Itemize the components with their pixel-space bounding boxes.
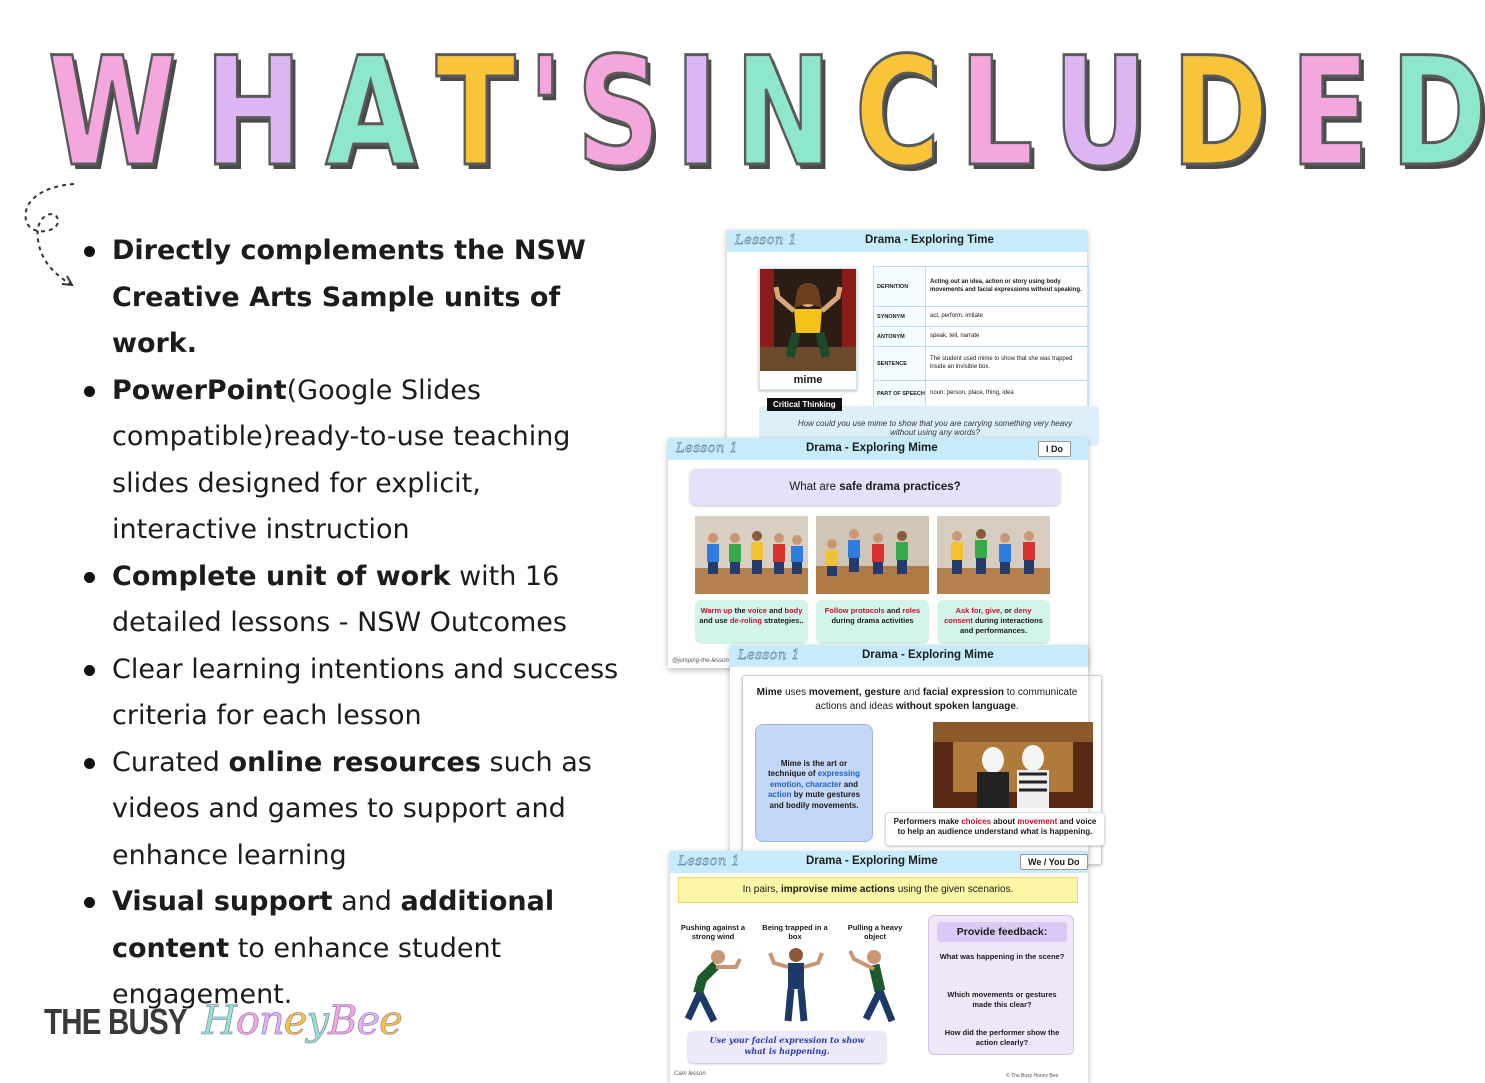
logo-letter: B [328, 998, 357, 1044]
title-letter: D [1171, 26, 1266, 200]
vocabulary-label: ANTONYM [874, 327, 926, 346]
logo-letter: o [235, 998, 260, 1044]
slide-lesson-label: Lesson 1 [738, 648, 801, 663]
slide-footer: @jumping-the-lesson [672, 658, 729, 664]
title-letter: C [854, 26, 938, 200]
safety-card: Warm up the voice and body and use de-roling strategies.. [695, 600, 808, 644]
scenario-label-2: Being trapped in a box [762, 923, 828, 942]
feedback-question-1: What was happening in the scene? [939, 952, 1065, 961]
feature-item: Visual support and additional content to enhance student engagement. [82, 879, 622, 1019]
features-list [82, 228, 622, 1019]
vocabulary-label: SENTENCE [874, 347, 926, 380]
photo-caption: mime [793, 374, 823, 386]
logo-honeybee [202, 998, 402, 1044]
mime-intro-card [742, 675, 1102, 865]
feedback-question-3: How did the performer show the action clearly? [944, 1028, 1060, 1047]
title-letter: E [1289, 26, 1367, 200]
logo-letter: H [202, 998, 236, 1044]
classroom-photo-3 [937, 516, 1050, 594]
classroom-photo-1 [695, 516, 808, 594]
title-letter: N [734, 26, 830, 200]
critical-thinking-question: How could you use mime to show that you are carrying something very heavy without using any words? [797, 419, 1073, 437]
critical-thinking-tag: Critical Thinking [767, 398, 842, 411]
vocabulary-row [874, 267, 1088, 307]
title-letter: S [576, 26, 658, 200]
page-title [30, 26, 1485, 200]
vocabulary-row [874, 327, 1088, 347]
vocabulary-table [873, 266, 1089, 408]
safety-card: Follow protocols and roles during drama activities [816, 600, 929, 644]
feature-item: Clear learning intentions and success criteria for each lesson [82, 647, 622, 740]
title-letter: T [435, 26, 513, 200]
vocabulary-value: noun: person, place, thing, idea [930, 389, 1014, 396]
mime-definition-box: Mime is the art or technique of expressing emotion, character and action by mute gestures and bodily movements. [755, 724, 873, 842]
logo-letter: e [356, 998, 380, 1044]
logo-letter: n [259, 998, 284, 1044]
slide-preview-improvise [670, 851, 1088, 1083]
feature-item: PowerPoint(Google Slides compatible)ready-to-use teaching slides designed for explicit, interactive instruction [82, 368, 622, 554]
performers-caption: Performers make choices about movement and voice to help an audience understand what is happening. [885, 812, 1105, 846]
slide-lesson-label: Lesson 1 [676, 441, 739, 456]
vocabulary-value: Acting out an idea, action or story using body movements and facial expressions without speaking. [930, 279, 1082, 293]
vocabulary-label: PART OF SPEECH [874, 381, 926, 406]
logo-letter: y [306, 998, 329, 1044]
slide-title: Drama - Exploring Mime [862, 649, 994, 661]
feedback-title: Provide feedback: [937, 922, 1067, 942]
slide-preview-mime-definition [730, 645, 1097, 855]
title-letter: D [1390, 26, 1485, 200]
slide-footer-left: Cam lesson [674, 1071, 706, 1077]
logo-the-busy: THE BUSY [44, 1001, 187, 1042]
title-letter: W [47, 26, 174, 200]
title-letter: H [204, 26, 300, 200]
feature-item: Directly complements the NSW Creative Arts Sample units of work. [82, 228, 622, 368]
vocabulary-value: speak, tell, narrate [930, 332, 980, 339]
student-mime-photo [760, 269, 856, 371]
title-letter: ' [528, 26, 561, 200]
vocabulary-label: DEFINITION [874, 267, 926, 306]
classroom-photo-2 [816, 516, 929, 594]
question-banner: What are safe drama practices? [690, 469, 1060, 505]
dashed-arrow-icon [14, 180, 84, 295]
feedback-panel [928, 915, 1074, 1055]
feedback-question-2: Which movements or gestures made this clear? [947, 990, 1057, 1009]
title-letter: I [675, 26, 716, 200]
instruction-banner: In pairs, improvise mime actions using the given scenarios. [678, 877, 1078, 903]
slide-preview-safe-practices [668, 438, 1088, 668]
slide-preview-vocabulary [727, 230, 1087, 440]
logo-letter: e [379, 998, 402, 1044]
slide-tag: I Do [1038, 441, 1071, 457]
slide-lesson-label: Lesson 1 [678, 854, 741, 869]
title-letter: U [1053, 26, 1146, 200]
feature-item: Curated online resources such as videos and games to support and enhance learning [82, 740, 622, 880]
slide-title: Drama - Exploring Mime [806, 855, 938, 867]
feature-item: Complete unit of work with 16 detailed lessons - NSW Outcomes [82, 554, 622, 647]
title-letter: A [325, 26, 413, 200]
slide-tag: We / You Do [1020, 854, 1088, 870]
vocabulary-row [874, 347, 1088, 381]
scenario-label-1: Pushing against a strong wind [680, 923, 746, 942]
scenario-figures [678, 945, 918, 1029]
vocabulary-value: act, perform, imitate [930, 312, 984, 319]
hint-box: Use your facial expression to show what is happening. [688, 1031, 886, 1063]
mime-intro-text: Mime uses movement, gesture and facial expression to communicate actions and ideas without spoken language. [756, 687, 1078, 712]
mime-performers-photo [933, 722, 1093, 808]
vocabulary-row [874, 307, 1088, 327]
brand-logo [44, 998, 402, 1044]
vocabulary-row [874, 381, 1088, 407]
slide-lesson-label: Lesson 1 [735, 233, 798, 248]
safety-card: Ask for, give, or deny consent during interactions and performances. [937, 600, 1050, 644]
vocabulary-label: SYNONYM [874, 307, 926, 326]
vocabulary-value: The student used mime to show that she was trapped inside an invisible box. [930, 356, 1073, 370]
slide-footer-right: © The Busy Honey Bee [1006, 1073, 1059, 1079]
title-letter: L [958, 26, 1031, 200]
scenario-label-3: Pulling a heavy object [847, 923, 903, 942]
slide-title: Drama - Exploring Mime [806, 442, 938, 454]
mime-photo-frame [759, 268, 857, 390]
slide-title: Drama - Exploring Time [865, 234, 994, 246]
logo-letter: e [283, 998, 307, 1044]
